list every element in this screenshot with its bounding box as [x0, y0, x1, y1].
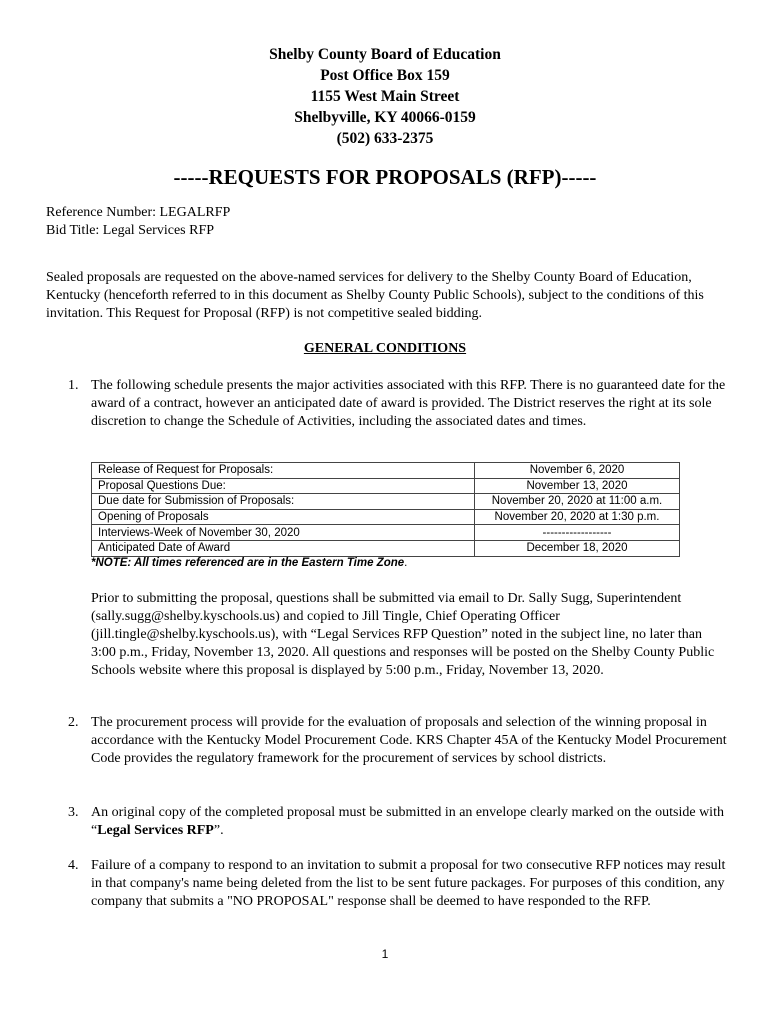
- section-title: GENERAL CONDITIONS: [303, 341, 467, 356]
- page-number: 1: [381, 947, 389, 961]
- item-text: Failure of a company to respond to an invitation to submit a proposal for two consecutive RFP notices may result in that company's name being deleted from the list to be sent future packages. For purposes of this condition, any company that submits a "NO PROPOSAL" response shall be deemed to have responded to the RFP.: [91, 858, 726, 909]
- schedule-table: [91, 462, 680, 557]
- schedule-activity: Release of Request for Proposals:: [92, 463, 475, 479]
- reference-number: Reference Number: LEGALRFP: [46, 205, 231, 220]
- bold-label: Legal Services RFP: [97, 823, 214, 838]
- item-text: The following schedule presents the major activities associated with this RFP. There is no guaranteed date for the award of a contract, however an anticipated date of award is provided. The District reserves the right at its sole discretion to change the Schedule of Activities, including the associated dates and times.: [91, 378, 726, 429]
- intro-paragraph: Sealed proposals are requested on the above-named services for delivery to the Shelby County Board of Education, Kentucky (henceforth referred to in this document as Shelby County Public Schools), subject to the conditions of this invitation. This Request for Proposal (RFP) is not competitive sealed bidding.: [46, 270, 704, 321]
- schedule-activity: Opening of Proposals: [92, 509, 475, 525]
- timezone-note: *NOTE: All times referenced are in the Eastern Time Zone.: [91, 557, 408, 569]
- street-address: 1155 West Main Street: [310, 88, 460, 105]
- table-row: [92, 540, 680, 556]
- item-number: 3.: [68, 805, 79, 820]
- item-number: 4.: [68, 858, 79, 873]
- bid-title: Bid Title: Legal Services RFP: [46, 223, 215, 238]
- phone-number: (502) 633-2375: [336, 130, 434, 147]
- table-row: [92, 463, 680, 479]
- schedule-date: November 20, 2020 at 11:00 a.m.: [475, 494, 680, 510]
- schedule-date: November 6, 2020: [475, 463, 680, 479]
- schedule-date: November 13, 2020: [475, 478, 680, 494]
- schedule-activity: Due date for Submission of Proposals:: [92, 494, 475, 510]
- item-text: An original copy of the completed proposal must be submitted in an envelope clearly marked on the outside with “Legal Services RFP”.: [91, 805, 724, 838]
- schedule-date: ------------------: [475, 525, 680, 541]
- table-row: [92, 509, 680, 525]
- item-number: 1.: [68, 378, 79, 393]
- schedule-activity: Anticipated Date of Award: [92, 540, 475, 556]
- po-box: Post Office Box 159: [320, 67, 450, 84]
- table-row: [92, 525, 680, 541]
- table-row: [92, 478, 680, 494]
- item-number: 2.: [68, 715, 79, 730]
- schedule-activity: Proposal Questions Due:: [92, 478, 475, 494]
- document-title: -----REQUESTS FOR PROPOSALS (RFP)-----: [173, 165, 597, 189]
- org-name: Shelby County Board of Education: [269, 46, 501, 63]
- schedule-date: December 18, 2020: [475, 540, 680, 556]
- item-text: The procurement process will provide for the evaluation of proposals and selection of the winning proposal in accordance with the Kentucky Model Procurement Code. KRS Chapter 45A of the Kentucky Model Procurement Code provides the regulatory framework for the procurement of services by school districts.: [91, 715, 727, 766]
- city-state-zip: Shelbyville, KY 40066-0159: [294, 109, 476, 126]
- schedule-activity: Interviews-Week of November 30, 2020: [92, 525, 475, 541]
- table-row: [92, 494, 680, 510]
- schedule-date: November 20, 2020 at 1:30 p.m.: [475, 509, 680, 525]
- questions-paragraph: Prior to submitting the proposal, questions shall be submitted via email to Dr. Sally Sugg, Superintendent (sally.sugg@shelby.kyschools.us) and copied to Jill Tingle, Chief Operating Officer (jill.tingle@shelby.kyschools.us), with “Legal Services RFP Question” noted in the subject line, no later than 3:00 p.m., Friday, November 13, 2020. All questions and responses will be posted on the Shelby County Public Schools website where this proposal is displayed by 5:00 p.m., Friday, November 13, 2020.: [91, 591, 715, 678]
